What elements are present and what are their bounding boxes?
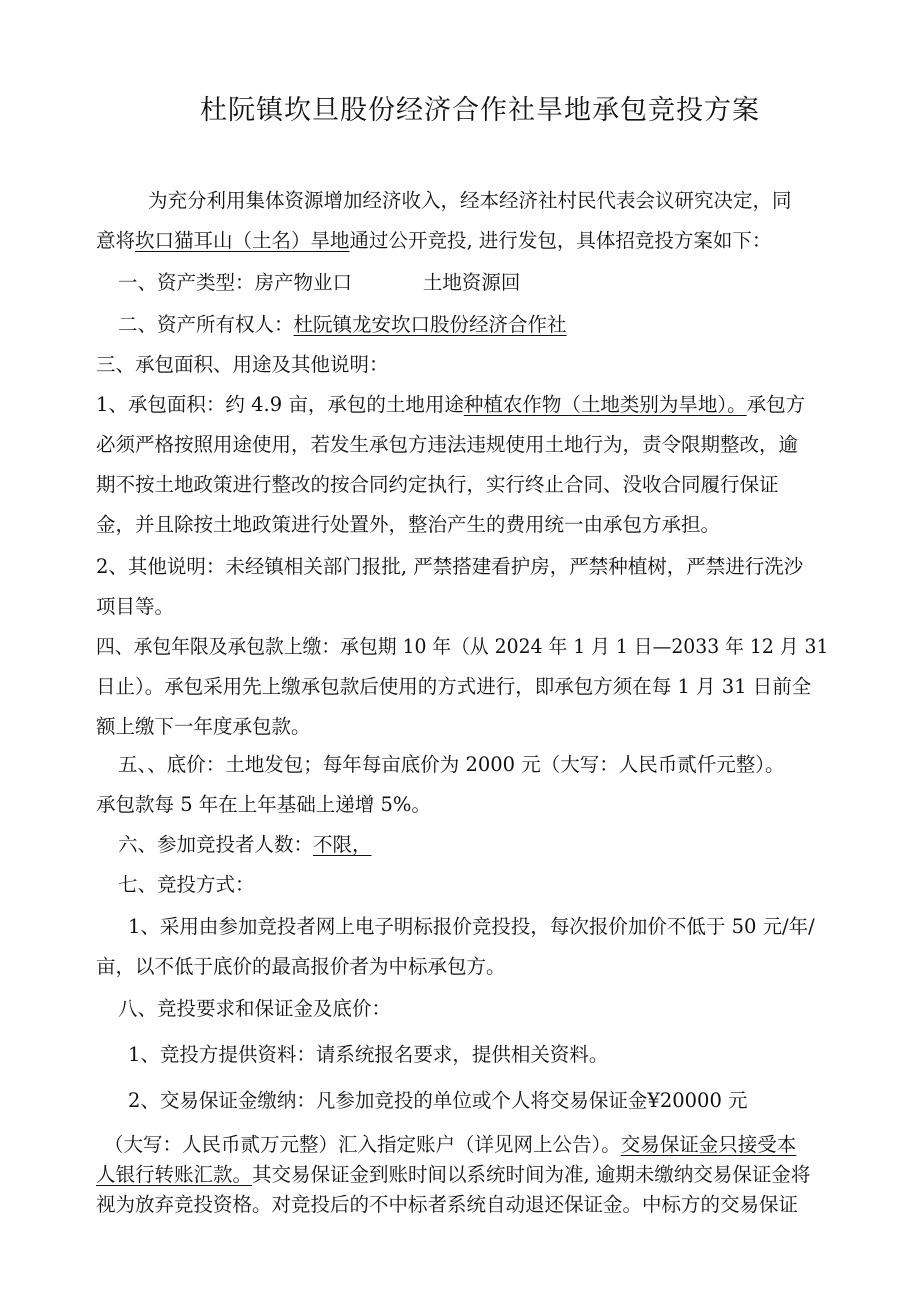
deposit-text: （大写：人民币贰万元整）汇入指定账户（详见网上公告）。 xyxy=(104,1133,621,1156)
section-5-line-2: 承包款每 5 年在上年基础上递增 5%。 xyxy=(96,793,431,816)
bidders-value: 不限， xyxy=(313,833,372,856)
section-8-3-line-2 xyxy=(96,1162,810,1188)
section-3-1-line-4: 金，并且除按土地政策进行处置外，整治产生的费用统一由承包方承担。 xyxy=(96,513,721,536)
section-4-line-1: 四、承包年限及承包款上缴：承包期 10 年（从 2024 年 1 月 1 日—2033 年 12 月 31 xyxy=(96,635,829,658)
section-7-1-line-2: 亩，以不低于底价的最高报价者为中标承包方。 xyxy=(96,955,506,978)
section-3-2-line-1: 2、其他说明：未经镇相关部门报批, 严禁搭建看护房，严禁种植树，严禁进行洗沙 xyxy=(96,555,804,578)
intro-line-1: 为充分利用集体资源增加经济收入，经本经济社村民代表会议研究决定，同 xyxy=(148,189,792,212)
intro-text: 意将 xyxy=(96,229,136,252)
area-text: 1、承包面积：约 4.9 亩，承包的土地用途 xyxy=(96,393,464,416)
section-8-1: 1、竞投方提供资料：请系统报名要求，提供相关资料。 xyxy=(128,1043,609,1066)
section-3-1-line-1 xyxy=(96,392,805,418)
section-2-owner xyxy=(118,312,567,338)
deposit-text-rest: 其交易保证金到账时间以系统时间为准, 逾期未缴纳交易保证金将 xyxy=(252,1163,811,1186)
intro-text-rest: 通过公开竞投, 进行发包，具体招竞投方案如下： xyxy=(349,229,772,252)
section-4-line-2: 日止）。承包采用先上缴承包款后使用的方式进行，即承包方须在每 1 月 31 日前全 xyxy=(96,675,812,698)
deposit-rule-underlined-2: 人银行转账汇款。 xyxy=(96,1163,253,1186)
section-8-3-line-1 xyxy=(104,1132,796,1158)
area-text-rest: 承包方 xyxy=(746,393,806,416)
intro-line-2 xyxy=(96,228,771,254)
document-title: 杜阮镇坎旦股份经济合作社旱地承包竞投方案 xyxy=(200,95,760,126)
section-7-1-line-1: 1、采用由参加竞投者网上电子明标报价竞投投，每次报价加价不低于 50 元/年/ xyxy=(128,915,815,938)
section-8-heading: 八、竞投要求和保证金及底价： xyxy=(118,997,392,1020)
section-5-line-1: 五、、底价：土地发包；每年每亩底价为 2000 元（大写：人民币贰仟元整）。 xyxy=(118,753,785,776)
section-3-2-line-2: 项目等。 xyxy=(96,595,175,618)
owner-name: 杜阮镇龙安坎口股份经济合作社 xyxy=(293,313,567,336)
land-name-underlined: 坎口猫耳山（土名）旱地 xyxy=(135,229,350,252)
section-4-line-3: 额上缴下一年度承包款。 xyxy=(96,715,311,738)
section-3-1-line-2: 必须严格按照用途使用，若发生承包方违法违规使用土地行为，责令限期整改，逾 xyxy=(96,433,799,456)
section-8-3-line-3: 视为放弃竞投资格。对竞投后的不中标者系统自动退还保证金。中标方的交易保证 xyxy=(96,1193,799,1216)
owner-label: 二、资产所有权人： xyxy=(118,313,294,336)
section-3-heading: 三、承包面积、用途及其他说明： xyxy=(96,353,389,376)
bidders-label: 六、参加竞投者人数： xyxy=(118,833,314,856)
section-6-bidders xyxy=(118,832,372,858)
land-use-underlined: 种植农作物（土地类别为旱地）。 xyxy=(463,393,747,416)
section-7-heading: 七、竞投方式： xyxy=(118,873,255,896)
section-1-asset-type: 一、资产类型：房产物业口 土地资源回 xyxy=(118,271,521,294)
deposit-rule-underlined-1: 交易保证金只接受本 xyxy=(620,1133,797,1156)
section-8-2: 2、交易保证金缴纳：凡参加竞投的单位或个人将交易保证金¥20000 元 xyxy=(128,1089,748,1112)
section-3-1-line-3: 期不按土地政策进行整改的按合同约定执行，实行终止合同、没收合同履行保证 xyxy=(96,473,779,496)
